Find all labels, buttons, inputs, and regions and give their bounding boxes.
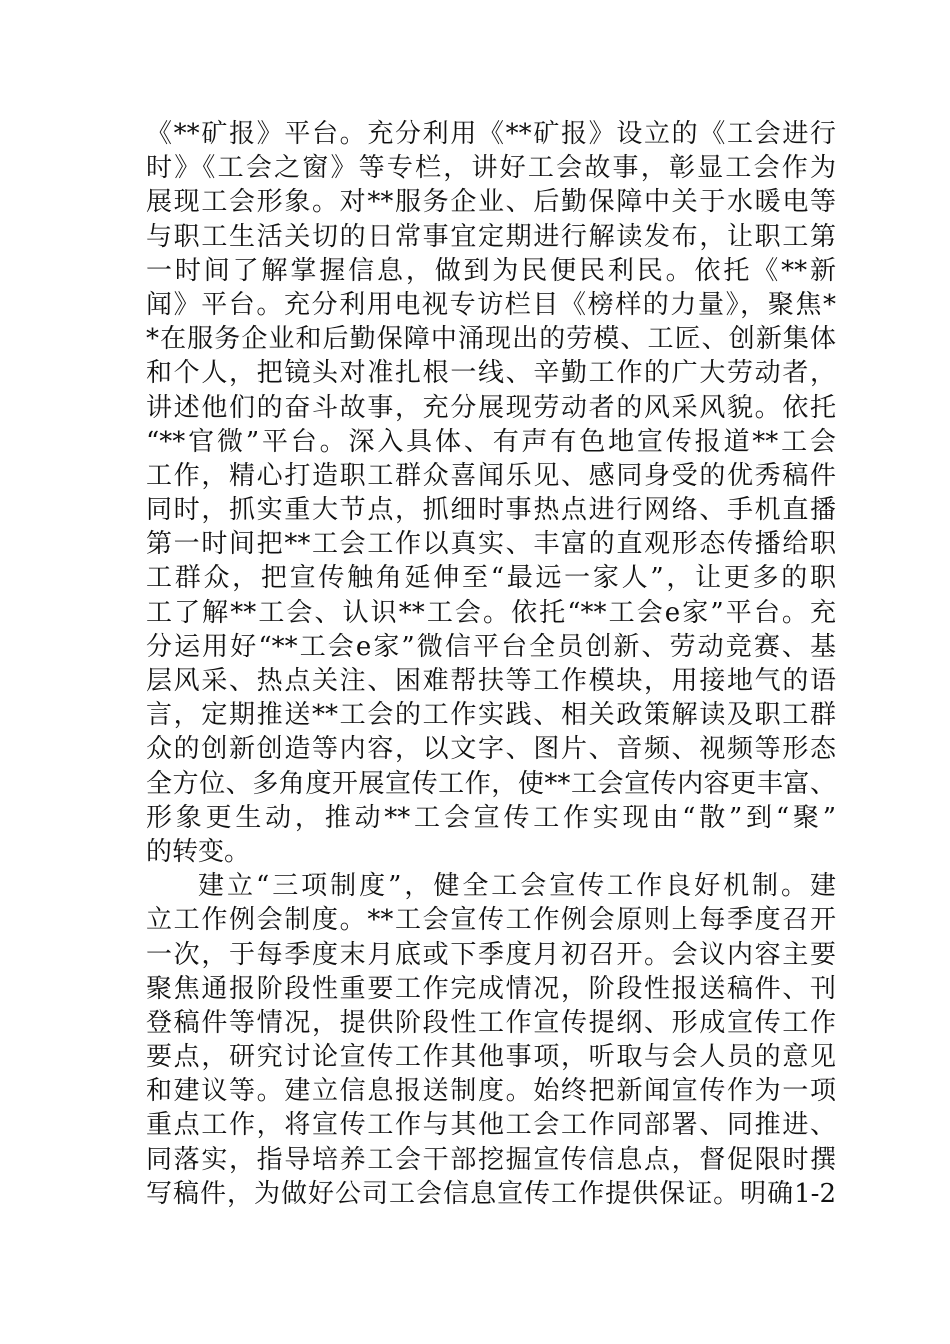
text-line: 登稿件等情况，提供阶段性工作宣传提纲、形成宣传工作 <box>146 1007 836 1038</box>
paragraph-three-systems <box>146 869 836 1211</box>
text-line: 第一时间把**工会工作以真实、丰富的直观形态传播给职 <box>146 529 836 560</box>
text-line: 聚焦通报阶段性重要工作完成情况，阶段性报送稿件、刊 <box>146 973 836 1004</box>
text-line: 全方位、多角度开展宣传工作，使**工会宣传内容更丰富、 <box>146 768 836 799</box>
text-line: 讲述他们的奋斗故事，充分展现劳动者的风采风貌。依托 <box>146 392 836 423</box>
text-line: 《**矿报》平台。充分利用《**矿报》设立的《工会进行 <box>146 119 836 149</box>
text-line: 众的创新创造等内容，以文字、图片、音频、视频等形态 <box>146 734 836 765</box>
text-line: 分运用好“**工会e家”微信平台全员创新、劳动竞赛、基 <box>146 631 836 662</box>
text-line: 和个人，把镜头对准扎根一线、辛勤工作的广大劳动者， <box>146 358 836 389</box>
paragraph-media-platforms <box>146 117 836 869</box>
text-line: 和建议等。建立信息报送制度。始终把新闻宣传作为一项 <box>146 1076 836 1107</box>
text-line: 一时间了解掌握信息，做到为民便民利民。依托《**新 <box>146 255 836 286</box>
text-line: 工作，精心打造职工群众喜闻乐见、感同身受的优秀稿件 <box>146 460 836 491</box>
text-line: 与职工生活关切的日常事宜定期进行解读发布，让职工第 <box>146 221 836 252</box>
text-line: 一次，于每季度末月底或下季度月初召开。会议内容主要 <box>146 939 836 970</box>
text-line: 层风采、热点关注、困难帮扶等工作模块，用接地气的语 <box>146 666 836 696</box>
text-line: 同落实，指导培养工会干部挖掘宣传信息点，督促限时撰 <box>146 1144 836 1175</box>
text-line: 的转变。 <box>146 836 251 867</box>
text-line: 重点工作，将宣传工作与其他工会工作同部署、同推进、 <box>146 1110 836 1141</box>
text-line: 同时，抓实重大节点，抓细时事热点进行网络、手机直播 <box>146 495 836 526</box>
text-line: 写稿件，为做好公司工会信息宣传工作提供保证。明确1-2 <box>146 1178 836 1209</box>
text-line: 展现工会形象。对**服务企业、后勤保障中关于水暖电等 <box>146 187 836 218</box>
text-line: *在服务企业和后勤保障中涌现出的劳模、工匠、创新集体 <box>146 324 836 355</box>
text-line: 时》《工会之窗》等专栏，讲好工会故事，彰显工会作为 <box>146 153 836 184</box>
body-text <box>146 117 836 1211</box>
text-line: 工群众，把宣传触角延伸至“最远一家人”，让更多的职 <box>146 563 836 594</box>
text-line: 言，定期推送**工会的工作实践、相关政策解读及职工群 <box>146 700 836 731</box>
text-line: 建立“三项制度”，健全工会宣传工作良好机制。建 <box>198 871 836 902</box>
text-line: 形象更生动，推动**工会宣传工作实现由“散”到“聚” <box>146 802 836 833</box>
text-line: “**官微”平台。深入具体、有声有色地宣传报道**工会 <box>146 426 836 457</box>
text-line: 要点，研究讨论宣传工作其他事项，听取与会人员的意见 <box>146 1042 836 1073</box>
text-line: 立工作例会制度。**工会宣传工作例会原则上每季度召开 <box>146 905 836 936</box>
text-line: 工了解**工会、认识**工会。依托“**工会e家”平台。充 <box>146 597 836 628</box>
text-line: 闻》平台。充分利用电视专访栏目《榜样的力量》，聚焦* <box>146 289 836 320</box>
